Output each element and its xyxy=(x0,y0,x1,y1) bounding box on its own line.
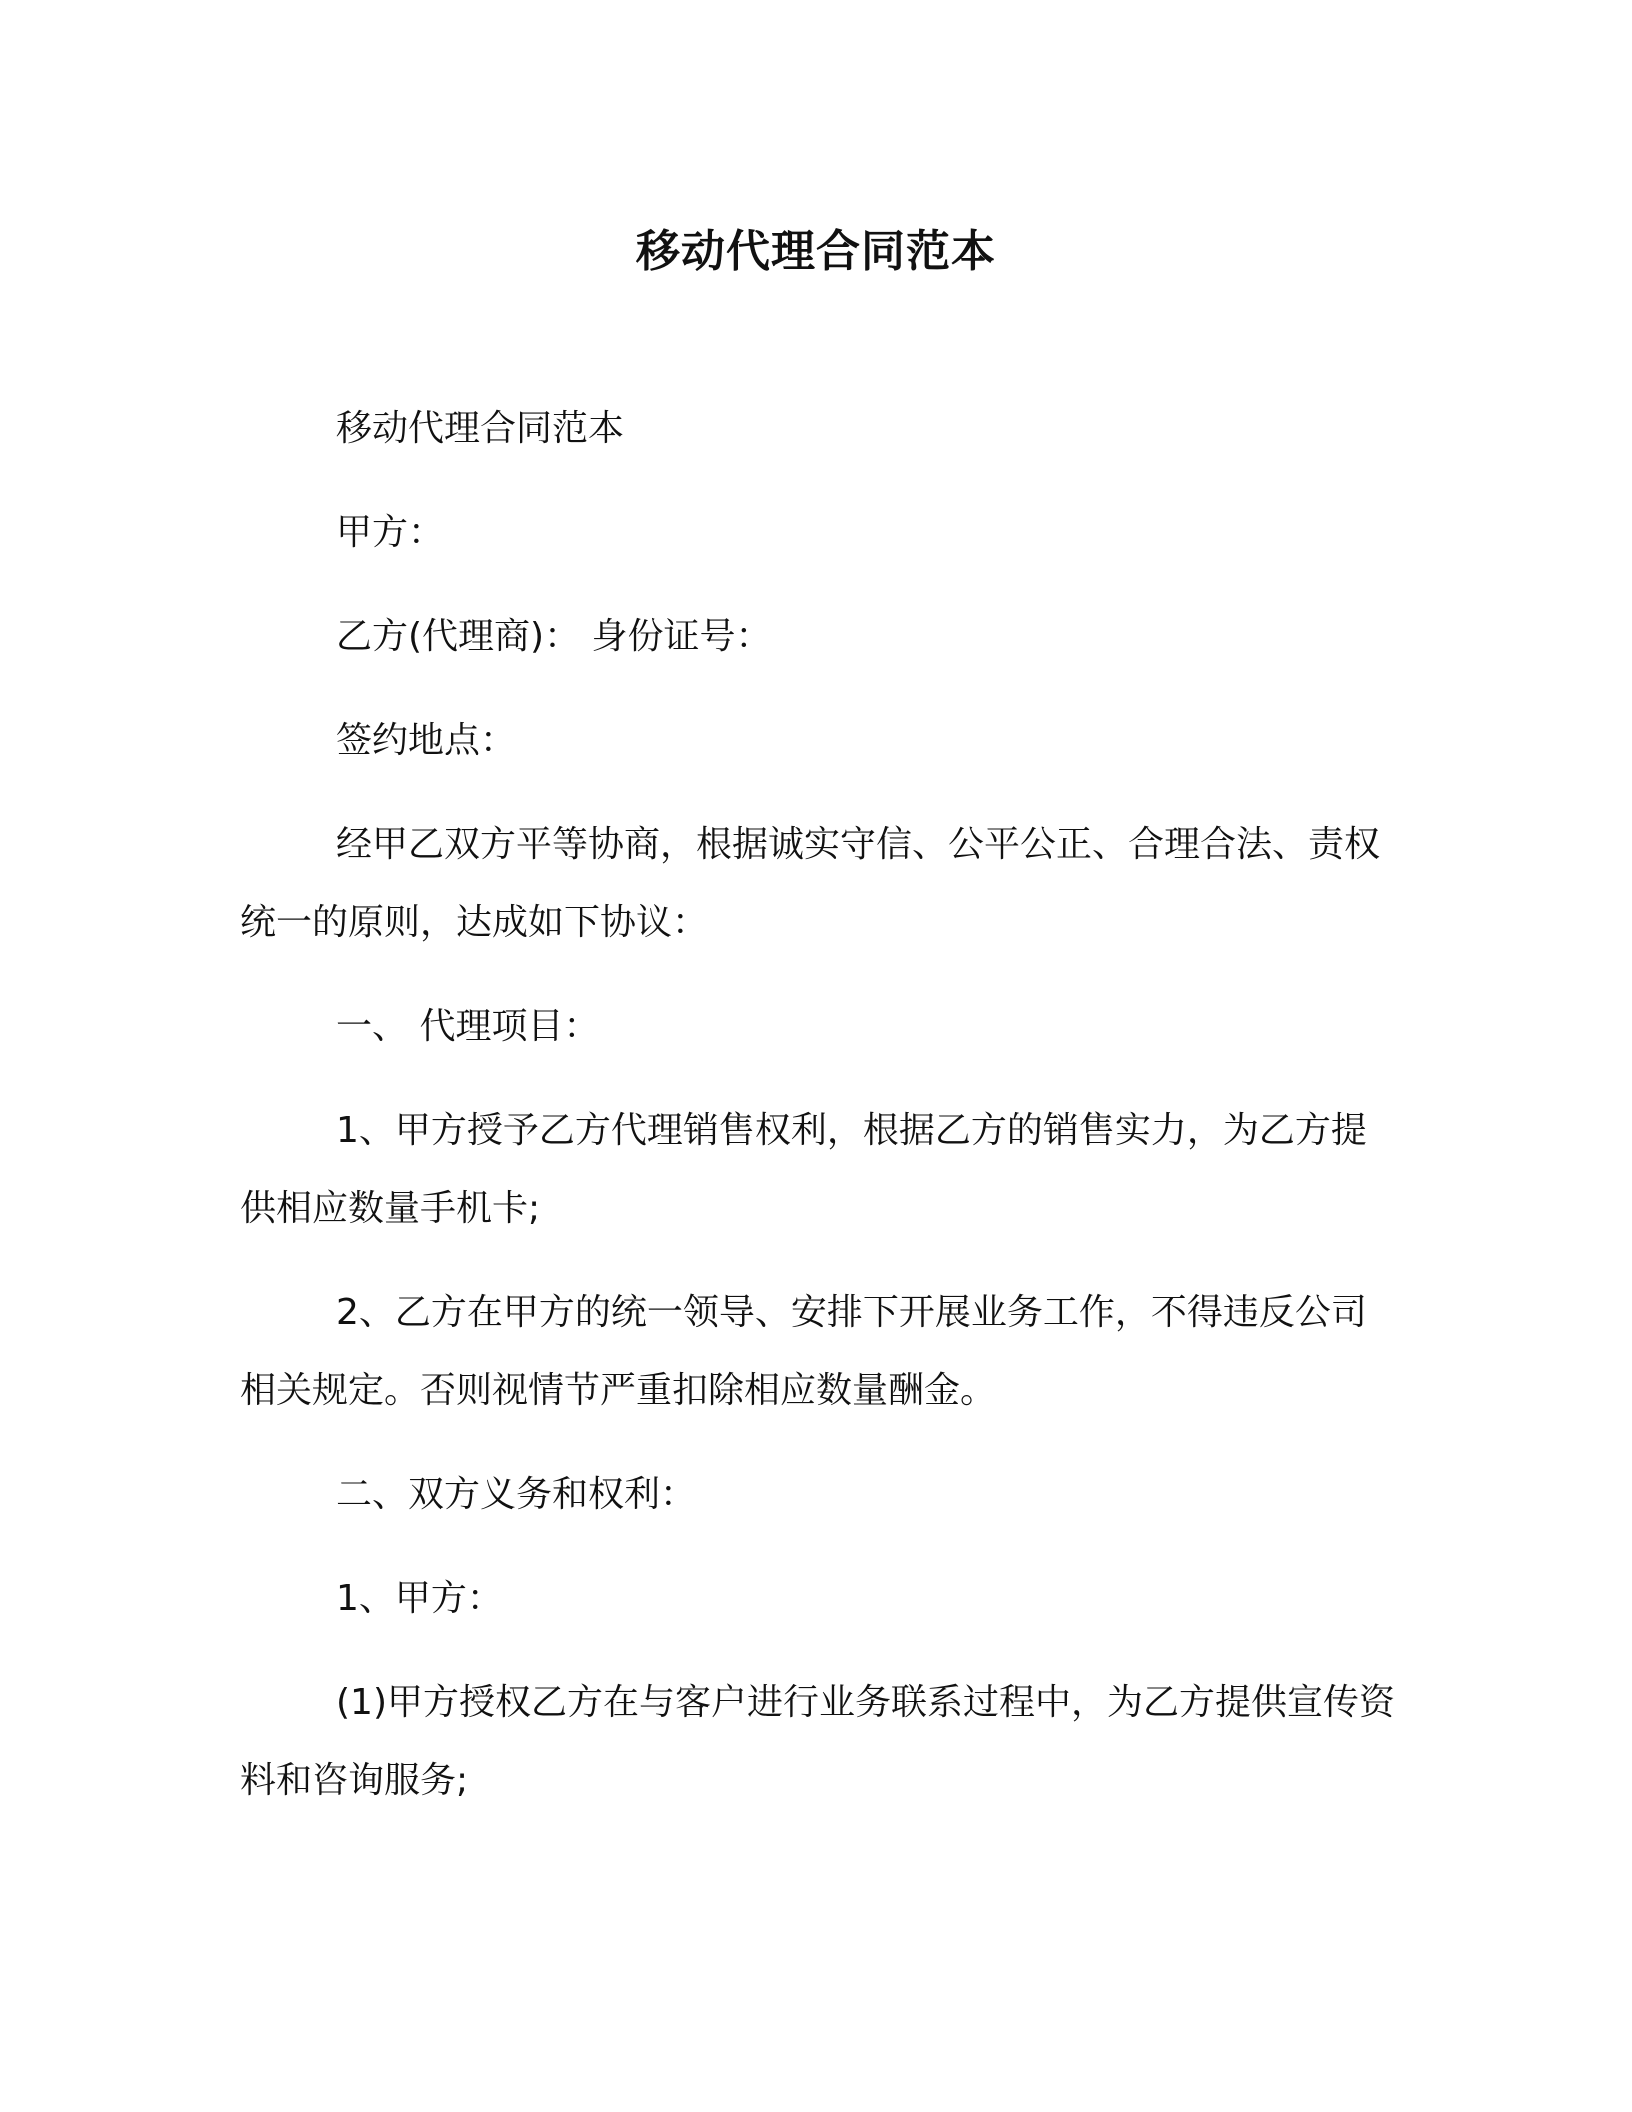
subsection-heading-party-a: 1、甲方： xyxy=(336,1578,503,1619)
document-body xyxy=(240,390,1400,1846)
paragraph-party-b: 乙方(代理商)： 身份证号： xyxy=(336,616,772,657)
paragraph-clause-1-1: 1、甲方授予乙方代理销售权利，根据乙方的销售实力，为乙方提供相应数量手机卡; xyxy=(240,1110,1367,1229)
document-title: 移动代理合同范本 xyxy=(636,226,996,277)
paragraph-preamble: 经甲乙双方平等协商，根据诚实守信、公平公正、合理合法、责权统一的原则，达成如下协议： xyxy=(240,824,1381,943)
section-heading-obligations: 二、双方义务和权利： xyxy=(336,1474,697,1515)
paragraph-heading: 移动代理合同范本 xyxy=(336,408,625,449)
paragraph-signing-place: 签约地点： xyxy=(336,720,517,761)
paragraph-clause-2-1-1: (1)甲方授权乙方在与客户进行业务联系过程中，为乙方提供宣传资料和咨询服务; xyxy=(240,1682,1395,1801)
section-heading-agency-items: 一、 代理项目： xyxy=(336,1006,600,1047)
paragraph-clause-1-2: 2、乙方在甲方的统一领导、安排下开展业务工作，不得违反公司相关规定。否则视情节严重扣除相应数量酬金。 xyxy=(240,1292,1367,1411)
paragraph-party-a: 甲方： xyxy=(336,512,445,553)
